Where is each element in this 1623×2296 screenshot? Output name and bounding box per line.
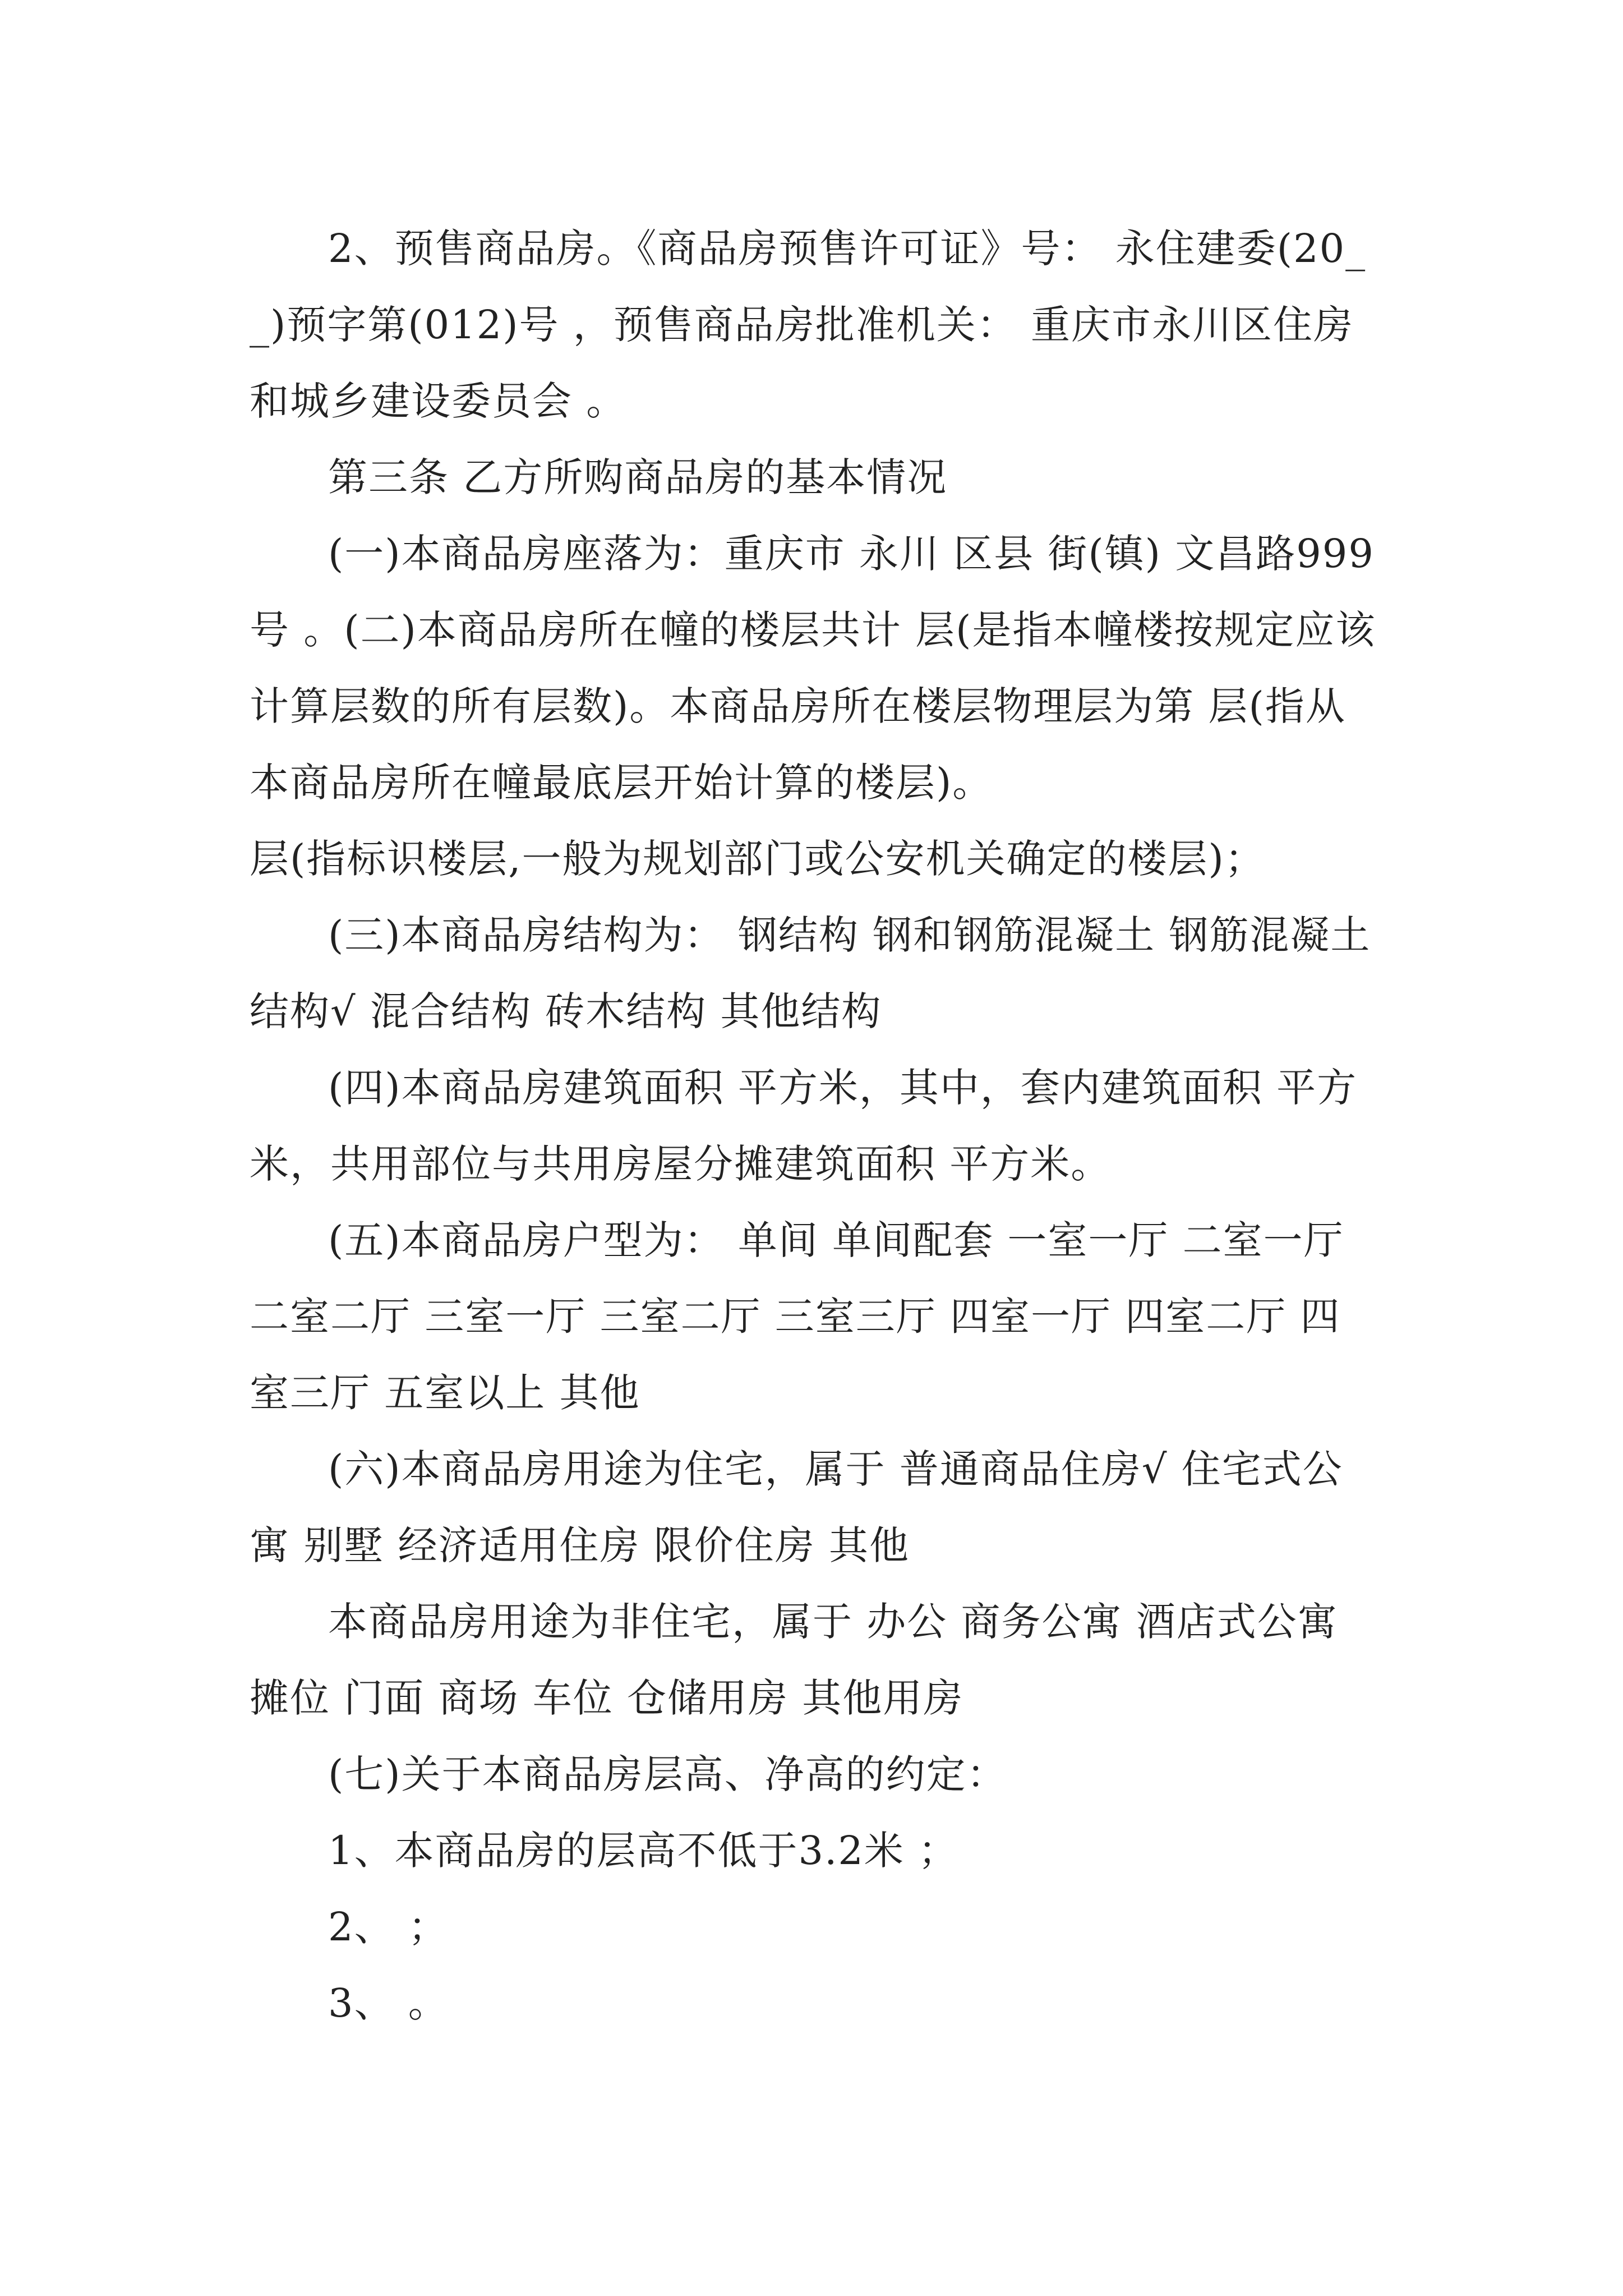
paragraph-marked-floor: 层(指标识楼层,一般为规划部门或公安机关确定的楼层)；: [250, 836, 1265, 882]
paragraph-height-item-1: 1、本商品房的层高不低于3.2米 ；: [328, 1828, 959, 1874]
paragraph-height-item-2: 2、 ；: [328, 1904, 449, 1950]
paragraph-location-floors: (一)本商品房座落为：重庆市 永川 区县 街(镇) 文昌路999号 。(二)本商品房所在幢的楼层共计 层(是指本幢楼按规定应该计算层数的所有层数)。本商品房所在楼层物理层为第 层(指从本商品房所在幢最底层开始计算的楼层)。: [250, 531, 1376, 806]
paragraph-height-item-3: 3、 。: [328, 1980, 449, 2026]
section-heading-article-3: 第三条 乙方所购商品房的基本情况: [328, 454, 948, 500]
paragraph-residential-use: (六)本商品房用途为住宅，属于 普通商品住房√ 住宅式公寓 别墅 经济适用住房 限价住房 其他: [250, 1446, 1343, 1568]
paragraph-presale-permit: 2、预售商品房。《商品房预售许可证》号： 永住建委(20__)预字第(012)号 ，预售商品房批准机关： 重庆市永川区住房和城乡建设委员会 。: [250, 226, 1367, 424]
paragraph-nonresidential-use: 本商品房用途为非住宅，属于 办公 商务公寓 酒店式公寓 摊位 门面 商场 车位 仓储用房 其他用房: [250, 1599, 1338, 1721]
paragraph-layout-type: (五)本商品房户型为： 单间 单间配套 一室一厅 二室一厅 二室二厅 三室一厅 三室二厅 三室三厅 四室一厅 四室二厅 四室三厅 五室以上 其他: [250, 1217, 1344, 1416]
paragraph-structure: (三)本商品房结构为： 钢结构 钢和钢筋混凝土 钢筋混凝土结构√ 混合结构 砖木结构 其他结构: [250, 912, 1371, 1034]
paragraph-area: (四)本商品房建筑面积 平方米，其中，套内建筑面积 平方米，共用部位与共用房屋分摊建筑面积 平方米。: [250, 1065, 1358, 1187]
document-body: [250, 210, 1377, 2041]
paragraph-height-heading: (七)关于本商品房层高、净高的约定：: [328, 1751, 1007, 1797]
